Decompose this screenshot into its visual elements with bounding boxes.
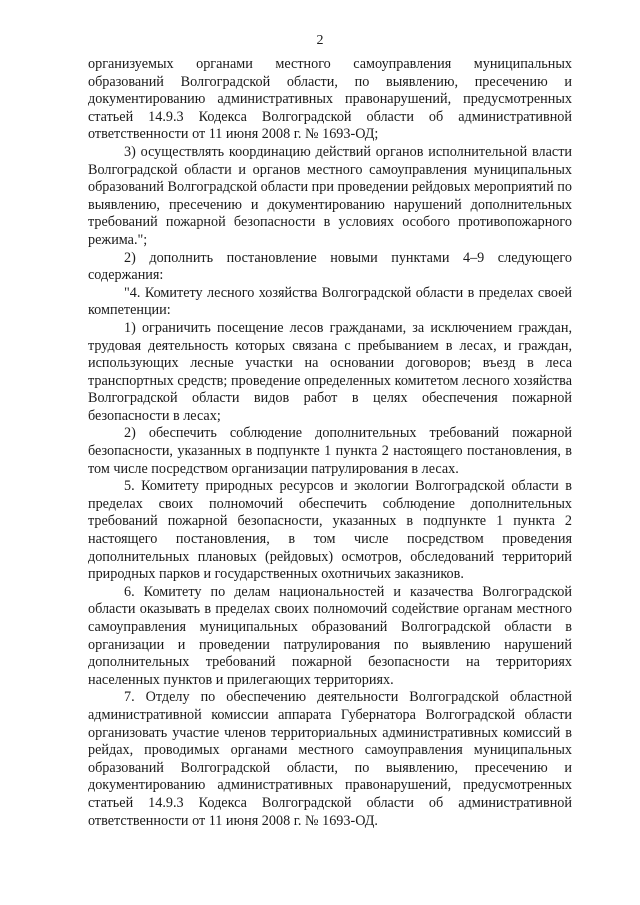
paragraph-point-6: 6. Комитету по делам национальностей и казачества Волгоградской области оказывать в пределах своих полномочий содействие органам местного самоуправления муниципальных образований Волгоградской области в организации и проведении патрулирования по выявлению нарушений дополнительных требований пожарной безопасности на территориях населенных пунктов и прилегающих территориях. (88, 583, 572, 688)
document-body (88, 56, 572, 830)
paragraph-item-3: 3) осуществлять координацию действий органов исполнительной власти Волгоградской области и органов местного самоуправления муниципальных образований Волгоградской области при проведении рейдовых мероприятий по выявлению, пресечению и документированию нарушений дополнительных требований пожарной безопасности в условиях особого противопожарного режима."; (88, 143, 572, 248)
paragraph-point-4-sub-2: 2) обеспечить соблюдение дополнительных требований пожарной безопасности, указанных в подпункте 1 пункта 2 настоящего постановления, в том числе посредством организации патрулирования в лесах. (88, 425, 572, 477)
paragraph-continuation: организуемых органами местного самоуправления муниципальных образований Волгоградской области, по выявлению, пресечению и документированию административных правонарушений, предусмотренных статьей 14.9.3 Кодекса Волгоградской области об административной ответственности от 11 июня 2008 г. № 1693-ОД; (88, 56, 572, 143)
paragraph-point-7: 7. Отделу по обеспечению деятельности Волгоградской областной административной комиссии аппарата Губернатора Волгоградской области организовать участие членов территориальных административных комиссий в рейдах, проводимых органами местного самоуправления муниципальных образований Волгоградской области, по выявлению, пресечению и документированию административных правонарушений, предусмотренных статьей 14.9.3 Кодекса Волгоградской области об административной ответственности от 11 июня 2008 г. № 1693-ОД. (88, 689, 572, 829)
paragraph-point-5: 5. Комитету природных ресурсов и экологии Волгоградской области в пределах своих полномочий обеспечить соблюдение дополнительных требований пожарной безопасности, указанных в подпункте 1 пункта 2 настоящего постановления, в том числе посредством проведения дополнительных плановых (рейдовых) осмотров, обследований территорий природных парков и государственных охотничьих заказников. (88, 478, 572, 583)
page-number: 2 (316, 33, 324, 48)
paragraph-point-4: "4. Комитету лесного хозяйства Волгоградской области в пределах своей компетенции: (88, 284, 572, 319)
paragraph-item-2-amendment: 2) дополнить постановление новыми пунктами 4–9 следующего содержания: (88, 249, 572, 284)
paragraph-point-4-sub-1: 1) ограничить посещение лесов гражданами, за исключением граждан, трудовая деятельность которых связана с пребыванием в лесах, и граждан, использующих лесные участки на основании договоров; въезд в леса транспортных средств; проведение определенных комитетом лесного хозяйства Волгоградской области видов работ в целях обеспечения пожарной безопасности в лесах; (88, 319, 572, 424)
